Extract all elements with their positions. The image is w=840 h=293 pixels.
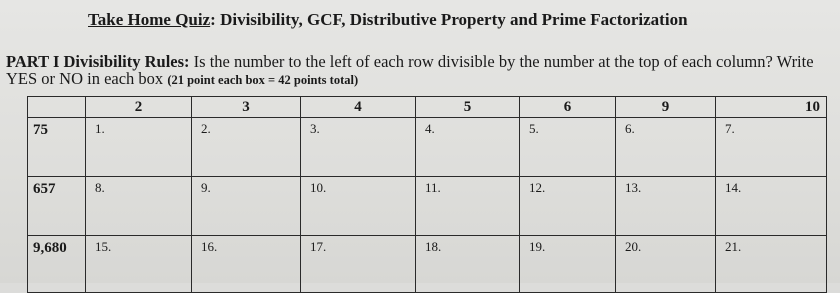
answer-box[interactable]: 7. bbox=[716, 118, 827, 177]
answer-box[interactable]: 13. bbox=[616, 177, 716, 236]
table-row bbox=[28, 177, 827, 236]
answer-box[interactable]: 10. bbox=[301, 177, 416, 236]
part-one-instructions bbox=[6, 53, 826, 89]
answer-box[interactable]: 17. bbox=[301, 236, 416, 293]
header-divisor: 6 bbox=[520, 97, 616, 118]
points-note: (21 point each box = 42 points total) bbox=[167, 73, 359, 87]
header-row bbox=[28, 97, 827, 118]
answer-box[interactable]: 3. bbox=[301, 118, 416, 177]
title-rest: : Divisibility, GCF, Distributive Property and Prime Factorization bbox=[210, 10, 688, 29]
table-row bbox=[28, 236, 827, 293]
title-underlined: Take Home Quiz bbox=[88, 10, 211, 29]
answer-box[interactable]: 4. bbox=[416, 118, 520, 177]
answer-box[interactable]: 16. bbox=[192, 236, 301, 293]
answer-box[interactable]: 14. bbox=[716, 177, 827, 236]
header-divisor: 3 bbox=[192, 97, 301, 118]
answer-box[interactable]: 5. bbox=[520, 118, 616, 177]
header-divisor: 5 bbox=[416, 97, 520, 118]
answer-box[interactable]: 12. bbox=[520, 177, 616, 236]
answer-box[interactable]: 8. bbox=[86, 177, 192, 236]
header-divisor: 2 bbox=[86, 97, 192, 118]
answer-box[interactable]: 15. bbox=[86, 236, 192, 293]
quiz-title bbox=[88, 10, 688, 30]
answer-box[interactable]: 9. bbox=[192, 177, 301, 236]
answer-box[interactable]: 19. bbox=[520, 236, 616, 293]
answer-box[interactable]: 11. bbox=[416, 177, 520, 236]
row-number: 75 bbox=[28, 118, 86, 177]
answer-box[interactable]: 2. bbox=[192, 118, 301, 177]
row-number: 657 bbox=[28, 177, 86, 236]
header-divisor: 10 bbox=[716, 97, 827, 118]
divisibility-table bbox=[27, 96, 827, 293]
header-divisor: 9 bbox=[616, 97, 716, 118]
table-row bbox=[28, 118, 827, 177]
header-corner bbox=[28, 97, 86, 118]
answer-box[interactable]: 1. bbox=[86, 118, 192, 177]
answer-box[interactable]: 20. bbox=[616, 236, 716, 293]
header-divisor: 4 bbox=[301, 97, 416, 118]
part-instruction: Is the number to the left of each row divisible by the number at the top of each column? Write YES or NO in each box bbox=[6, 52, 814, 88]
answer-box[interactable]: 6. bbox=[616, 118, 716, 177]
answer-box[interactable]: 21. bbox=[716, 236, 827, 293]
row-number: 9,680 bbox=[28, 236, 86, 293]
part-label: PART I Divisibility Rules: bbox=[6, 52, 190, 71]
answer-box[interactable]: 18. bbox=[416, 236, 520, 293]
